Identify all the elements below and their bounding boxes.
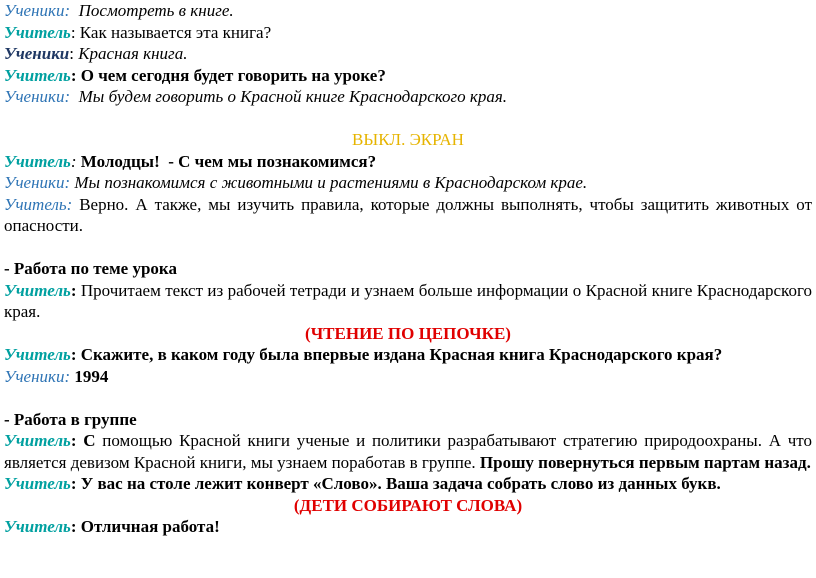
dialogue-line-7	[4, 151, 812, 173]
speaker-label: Ученики:	[4, 173, 71, 192]
line-text: Верно. А также, мы изучить правила, которые должны выполнять, чтобы защитить животных от опасности.	[4, 194, 812, 235]
screen-off-note: ВЫКЛ. ЭКРАН	[352, 130, 464, 149]
line-text: : У вас на столе лежит конверт «Слово». Ваша задача собрать слово из данных букв.	[70, 474, 721, 493]
dialogue-line-14	[4, 366, 812, 388]
line-text: Прочитаем текст из рабочей тетради и узнаем больше информации о Красной книге Краснодарского края.	[4, 280, 812, 321]
line-text: Красная книга.	[74, 44, 188, 63]
line-text: : Скажите, в каком году была впервые издана Красная книга Краснодарского края?	[70, 345, 723, 364]
dialogue-line-5	[4, 86, 812, 108]
speaker-label: Учитель:	[4, 194, 73, 214]
line-text-instruction: Прошу повернуться первым партам назад.	[479, 452, 811, 472]
dialogue-line-3	[4, 43, 812, 65]
speaker-label: Ученики:	[4, 1, 71, 20]
line-text: : Отличная работа!	[70, 517, 220, 536]
dialogue-line-19	[4, 516, 812, 538]
dialogue-line-1	[4, 0, 812, 22]
dialogue-line-9	[4, 194, 812, 237]
section-heading-topic: - Работа по теме урока	[4, 259, 177, 278]
dialogue-line-16	[4, 430, 812, 473]
line-text: Посмотреть в книге.	[70, 1, 234, 20]
dialogue-line-11	[4, 280, 812, 323]
line-text: Молодцы! - С чем мы познакомимся?	[76, 151, 377, 171]
dialogue-line-13	[4, 344, 812, 366]
colon: :	[70, 151, 77, 171]
line-text: Мы познакомимся с животными и растениями в Краснодарском крае.	[70, 173, 588, 192]
speaker-label: Учитель	[4, 65, 71, 85]
speaker-label: Учитель	[4, 474, 71, 493]
speaker-label: Учитель	[4, 280, 71, 300]
line-text: Мы будем говорить о Красной книге Краснодарского края.	[70, 87, 508, 106]
blank-line	[4, 237, 812, 259]
line-text-bold: : С	[70, 431, 96, 450]
blank-line	[4, 108, 812, 130]
speaker-label: Учитель	[4, 345, 71, 364]
speaker-label: Ученики:	[4, 366, 71, 386]
line-text: помощью Красной книги ученые и политики разрабатывают стратегию природоохраны. А что является девизом Красной книги, мы узнаем поработав в группе.	[4, 431, 812, 472]
blank-line	[4, 387, 812, 409]
chain-reading-note: (ЧТЕНИЕ ПО ЦЕПОЧКЕ)	[305, 323, 511, 343]
line-text: : О чем сегодня будет говорить на уроке?	[70, 65, 386, 85]
speaker-label: Учитель	[4, 517, 71, 536]
speaker-label: Учитель	[4, 151, 71, 171]
colon: :	[70, 280, 77, 300]
colon: :	[69, 44, 74, 63]
speaker-label: Учитель	[4, 22, 71, 42]
line-text: 1994	[70, 366, 109, 386]
dialogue-line-4	[4, 65, 812, 87]
speaker-label: Учитель	[4, 431, 71, 450]
speaker-label: Ученики:	[4, 87, 71, 106]
dialogue-line-2	[4, 22, 812, 44]
line-text: : Как называется эта книга?	[70, 22, 272, 42]
speaker-label: Ученики	[4, 44, 70, 63]
section-heading-group: - Работа в группе	[4, 409, 137, 429]
children-collect-note: (ДЕТИ СОБИРАЮТ СЛОВА)	[293, 495, 523, 515]
dialogue-line-8	[4, 172, 812, 194]
dialogue-line-17	[4, 473, 812, 495]
